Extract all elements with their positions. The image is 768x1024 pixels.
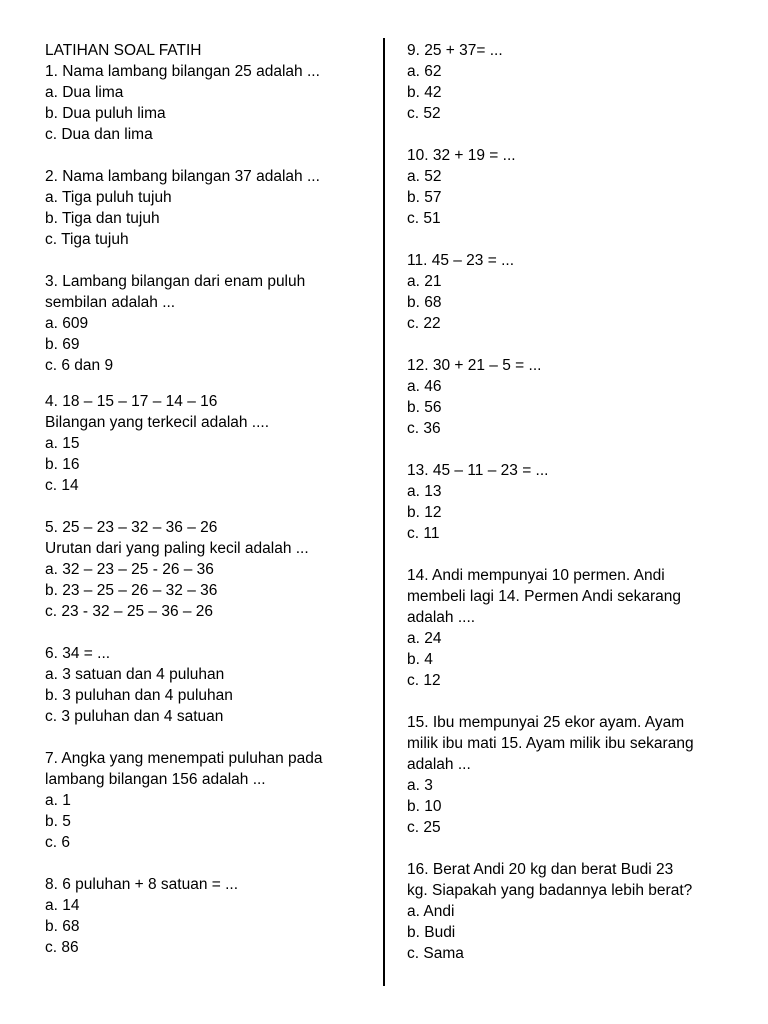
question-text: adalah ... bbox=[407, 756, 471, 773]
right-column bbox=[407, 40, 747, 964]
option-c: c. 86 bbox=[45, 939, 79, 956]
question-text: milik ibu mati 15. Ayam milik ibu sekarang bbox=[407, 735, 694, 752]
question-3 bbox=[45, 271, 370, 376]
question-text: 14. Andi mempunyai 10 permen. Andi bbox=[407, 567, 665, 584]
question-text: sembilan adalah ... bbox=[45, 294, 176, 311]
option-c: c. 3 puluhan dan 4 satuan bbox=[45, 708, 224, 725]
question-text: Urutan dari yang paling kecil adalah ... bbox=[45, 540, 309, 557]
option-c: c. 52 bbox=[407, 105, 441, 122]
option-c: c. 6 dan 9 bbox=[45, 357, 114, 374]
question-7 bbox=[45, 748, 370, 853]
option-b: b. 23 – 25 – 26 – 32 – 36 bbox=[45, 582, 218, 599]
option-a: a. 32 – 23 – 25 - 26 – 36 bbox=[45, 561, 214, 578]
question-text: 8. 6 puluhan + 8 satuan = ... bbox=[45, 876, 239, 893]
option-c: c. 11 bbox=[407, 525, 440, 542]
option-b: b. 68 bbox=[45, 918, 80, 935]
question-text: 7. Angka yang menempati puluhan pada bbox=[45, 750, 323, 767]
option-c: c. Sama bbox=[407, 945, 464, 962]
question-9 bbox=[407, 40, 747, 124]
question-4 bbox=[45, 391, 370, 496]
option-a: a. 24 bbox=[407, 630, 442, 647]
question-text: 3. Lambang bilangan dari enam puluh bbox=[45, 273, 306, 290]
option-c: c. 12 bbox=[407, 672, 441, 689]
option-a: a. 15 bbox=[45, 435, 80, 452]
option-b: b. 68 bbox=[407, 294, 442, 311]
question-15 bbox=[407, 712, 747, 838]
option-b: b. Budi bbox=[407, 924, 456, 941]
option-b: b. 3 puluhan dan 4 puluhan bbox=[45, 687, 233, 704]
option-c: c. Tiga tujuh bbox=[45, 231, 129, 248]
option-c: c. 25 bbox=[407, 819, 441, 836]
option-a: a. 62 bbox=[407, 63, 442, 80]
question-8 bbox=[45, 874, 370, 958]
option-b: b. 4 bbox=[407, 651, 433, 668]
option-b: b. Dua puluh lima bbox=[45, 105, 166, 122]
option-a: a. 1 bbox=[45, 792, 71, 809]
question-14 bbox=[407, 565, 747, 691]
option-c: c. 22 bbox=[407, 315, 441, 332]
question-text: 11. 45 – 23 = ... bbox=[407, 252, 515, 269]
question-text: 9. 25 + 37= ... bbox=[407, 42, 503, 59]
option-c: c. 36 bbox=[407, 420, 441, 437]
question-text: 15. Ibu mempunyai 25 ekor ayam. Ayam bbox=[407, 714, 685, 731]
question-1 bbox=[45, 61, 370, 145]
option-a: a. 3 satuan dan 4 puluhan bbox=[45, 666, 225, 683]
question-2 bbox=[45, 166, 370, 250]
option-b: b. Tiga dan tujuh bbox=[45, 210, 160, 227]
question-text: lambang bilangan 156 adalah ... bbox=[45, 771, 266, 788]
option-c: c. 51 bbox=[407, 210, 441, 227]
option-c: c. 14 bbox=[45, 477, 79, 494]
option-c: c. 23 - 32 – 25 – 36 – 26 bbox=[45, 603, 214, 620]
question-text: 5. 25 – 23 – 32 – 36 – 26 bbox=[45, 519, 218, 536]
question-text: 6. 34 = ... bbox=[45, 645, 111, 662]
question-text: 4. 18 – 15 – 17 – 14 – 16 bbox=[45, 393, 218, 410]
question-12 bbox=[407, 355, 747, 439]
option-a: a. Andi bbox=[407, 903, 455, 920]
option-b: b. 16 bbox=[45, 456, 80, 473]
option-a: a. Tiga puluh tujuh bbox=[45, 189, 172, 206]
question-text: 13. 45 – 11 – 23 = ... bbox=[407, 462, 549, 479]
question-text: 10. 32 + 19 = ... bbox=[407, 147, 516, 164]
column-divider bbox=[383, 38, 385, 986]
worksheet-title: LATIHAN SOAL FATIH bbox=[45, 42, 202, 59]
question-text: 1. Nama lambang bilangan 25 adalah ... bbox=[45, 63, 320, 80]
option-a: a. 13 bbox=[407, 483, 442, 500]
left-column bbox=[45, 40, 370, 958]
option-b: b. 42 bbox=[407, 84, 442, 101]
option-a: a. 3 bbox=[407, 777, 433, 794]
option-b: b. 56 bbox=[407, 399, 442, 416]
option-b: b. 69 bbox=[45, 336, 80, 353]
question-16 bbox=[407, 859, 747, 964]
option-c: c. 6 bbox=[45, 834, 70, 851]
option-a: a. 46 bbox=[407, 378, 442, 395]
option-b: b. 10 bbox=[407, 798, 442, 815]
option-a: a. 609 bbox=[45, 315, 89, 332]
option-b: b. 12 bbox=[407, 504, 442, 521]
option-a: a. 21 bbox=[407, 273, 442, 290]
question-13 bbox=[407, 460, 747, 544]
option-b: b. 5 bbox=[45, 813, 71, 830]
question-6 bbox=[45, 643, 370, 727]
option-c: c. Dua dan lima bbox=[45, 126, 153, 143]
question-text: Bilangan yang terkecil adalah .... bbox=[45, 414, 270, 431]
option-b: b. 57 bbox=[407, 189, 442, 206]
question-text: 12. 30 + 21 – 5 = ... bbox=[407, 357, 542, 374]
question-text: adalah .... bbox=[407, 609, 476, 626]
question-text: 2. Nama lambang bilangan 37 adalah ... bbox=[45, 168, 320, 185]
option-a: a. 52 bbox=[407, 168, 442, 185]
question-5 bbox=[45, 517, 370, 622]
question-10 bbox=[407, 145, 747, 229]
question-text: membeli lagi 14. Permen Andi sekarang bbox=[407, 588, 681, 605]
question-text: kg. Siapakah yang badannya lebih berat? bbox=[407, 882, 693, 899]
question-11 bbox=[407, 250, 747, 334]
question-text: 16. Berat Andi 20 kg dan berat Budi 23 bbox=[407, 861, 674, 878]
option-a: a. Dua lima bbox=[45, 84, 124, 101]
option-a: a. 14 bbox=[45, 897, 80, 914]
